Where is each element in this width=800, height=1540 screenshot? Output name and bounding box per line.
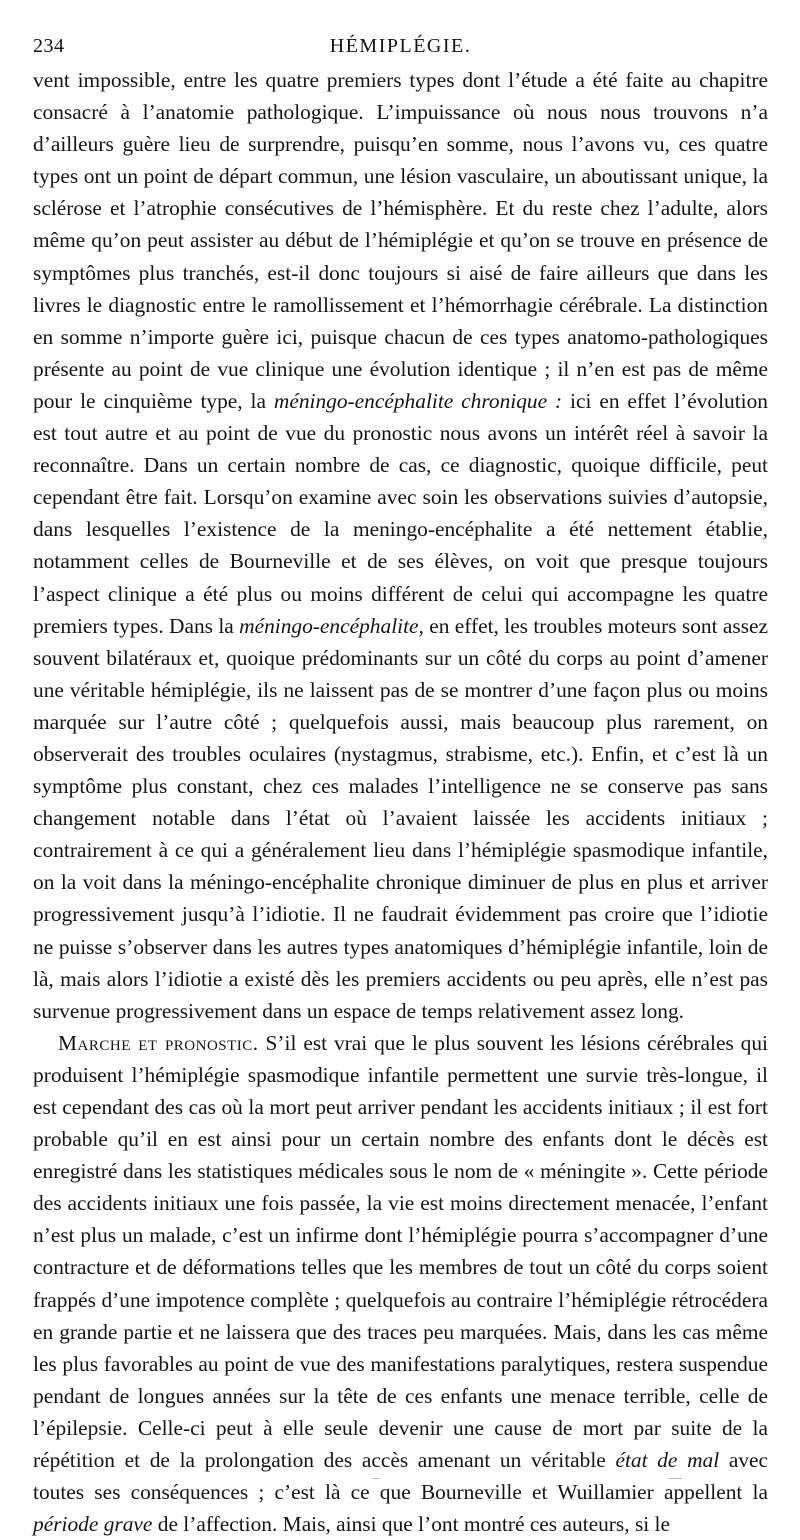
text-segment: vent impossible, entre les quatre premiers types dont l’étude a été faite au chapitre consacré à l’anatomie pathologique. L’impuissance où nous nous trouvons n’a d’ailleurs guère lieu de surprendre, puisqu’en somme, nous l’avons vu, ces quatre types ont un point de départ commun, une lésion vasculaire, un aboutissant unique, la sclérose et l’atrophie consécutives de l’hémisphère. Et du reste chez l’adulte, alors même qu’on peut assister au début de l’hémiplégie et qu’on se trouve en présence de symptômes plus tranchés, est-il donc toujours si aisé de faire ailleurs que dans les livres le diagnostic entre le ramollissement et l’hémorrhagie cérébrale. La distinction en somme n’importe guère ici, puisque chacun de ces types anatomo-pathologiques présente au point de vue clinique une évolution identique ; il n’en est pas de même pour le cinquième type, la — [33, 68, 768, 413]
text-segment: de l’affection. Mais, ainsi que l’ont montré ces auteurs, si le — [152, 1512, 670, 1537]
paragraph-diagnosis — [33, 64, 768, 1027]
running-title: HÉMIPLÉGIE. — [329, 35, 472, 57]
page-number: 234 — [33, 35, 65, 57]
page-header — [33, 34, 768, 64]
book-page — [33, 34, 768, 1540]
italic-term: état de mal — [615, 1448, 720, 1473]
scan-mark — [668, 1478, 682, 1479]
paragraph-prognosis — [33, 1027, 768, 1540]
page-body — [33, 64, 768, 1540]
italic-term: méningo-encéphalite, — [239, 613, 424, 638]
text-segment: avec toutes ses conséquences ; c’est là ce que Bourneville et Wuillamier appellent la — [33, 1448, 769, 1505]
text-segment: en effet, les troubles moteurs sont assez souvent bilatéraux et, quoique prédominants sur un côté du corps au point d’amener une véritable hémiplégie, ils ne laissent pas de se montrer d’une façon plus ou moins marquée sur l’autre côté ; quelquefois aussi, mais beaucoup plus rarement, on observerait des troubles oculaires (nystagmus, strabisme, etc.). Enfin, et c’est là un symptôme plus constant, chez ces malades l’intelligence ne se conserve pas sans changement notable dans l’état où l’avaient laissée les accidents initiaux ; contrairement à ce qui a généralement lieu dans l’hémiplégie spasmodique infantile, on la voit dans la méningo-encéphalite chronique diminuer de plus en plus et arriver progressivement jusqu’à l’idiotie. Il ne faudrait évidemment pas croire que l’idiotie ne puisse s’observer dans les autres types anatomiques d’hémiplégie infantile, loin de là, mais alors l’idiotie a existé dès les premiers accidents ou peu après, elle n’est pas survenue progressivement dans un espace de temps relativement assez long. — [33, 613, 769, 1023]
text-segment: S’il est vrai que le plus souvent les lésions cérébrales qui produisent l’hémiplégie spasmodique infantile permettent une survie très-longue, il est cependant des cas où la mort peut arriver pendant les accidents initiaux ; il est fort probable qu’il en est ainsi pour un certain nombre des enfants dont le décès est enregistré dans les statistiques médicales sous le nom de « méningite ». Cette période des accidents initiaux une fois passée, la vie est moins directement menacée, l’enfant n’est plus un malade, c’est un infirme dont l’hémiplégie pourra s’accompagner d’une contracture et de déformations telles que les membres de tout un côté du corps soient frappés d’une impotence complète ; quelquefois au contraire l’hémiplégie rétrocédera en grande partie et ne laissera que des traces peu marquées. Mais, dans les cas même les plus favorables au point de vue des manifestations paralytiques, restera suspendue pendant de longues années sur la tête de ces enfants une menace terrible, celle de l’épilepsie. Celle-ci peut à elle seule devenir une cause de mort par suite de la répétition et de la prolongation des accès amenant un véritable — [33, 1030, 769, 1473]
italic-term: méningo-encéphalite chronique : — [273, 388, 563, 413]
italic-term: période grave — [33, 1512, 153, 1537]
scan-artifacts — [0, 1478, 800, 1490]
scan-mark — [372, 1478, 380, 1479]
text-segment: ici en effet l’évolution est tout autre et au point de vue du pronostic nous avons un intérêt réel à savoir la reconnaître. Dans un certain nombre de cas, ce diagnostic, quoique difficile, peut cependant être fait. Lorsqu’on examine avec soin les observations suivies d’autopsie, dans lesquelles l’existence de la meningo-encéphalite a été nettement établie, notamment celles de Bourneville et de ses élèves, on voit que presque toujours l’aspect clinique a été plus ou moins différent de celui qui accompagne les quatre premiers types. Dans la — [33, 388, 768, 638]
section-heading: Marche et pronostic. — [58, 1030, 259, 1055]
